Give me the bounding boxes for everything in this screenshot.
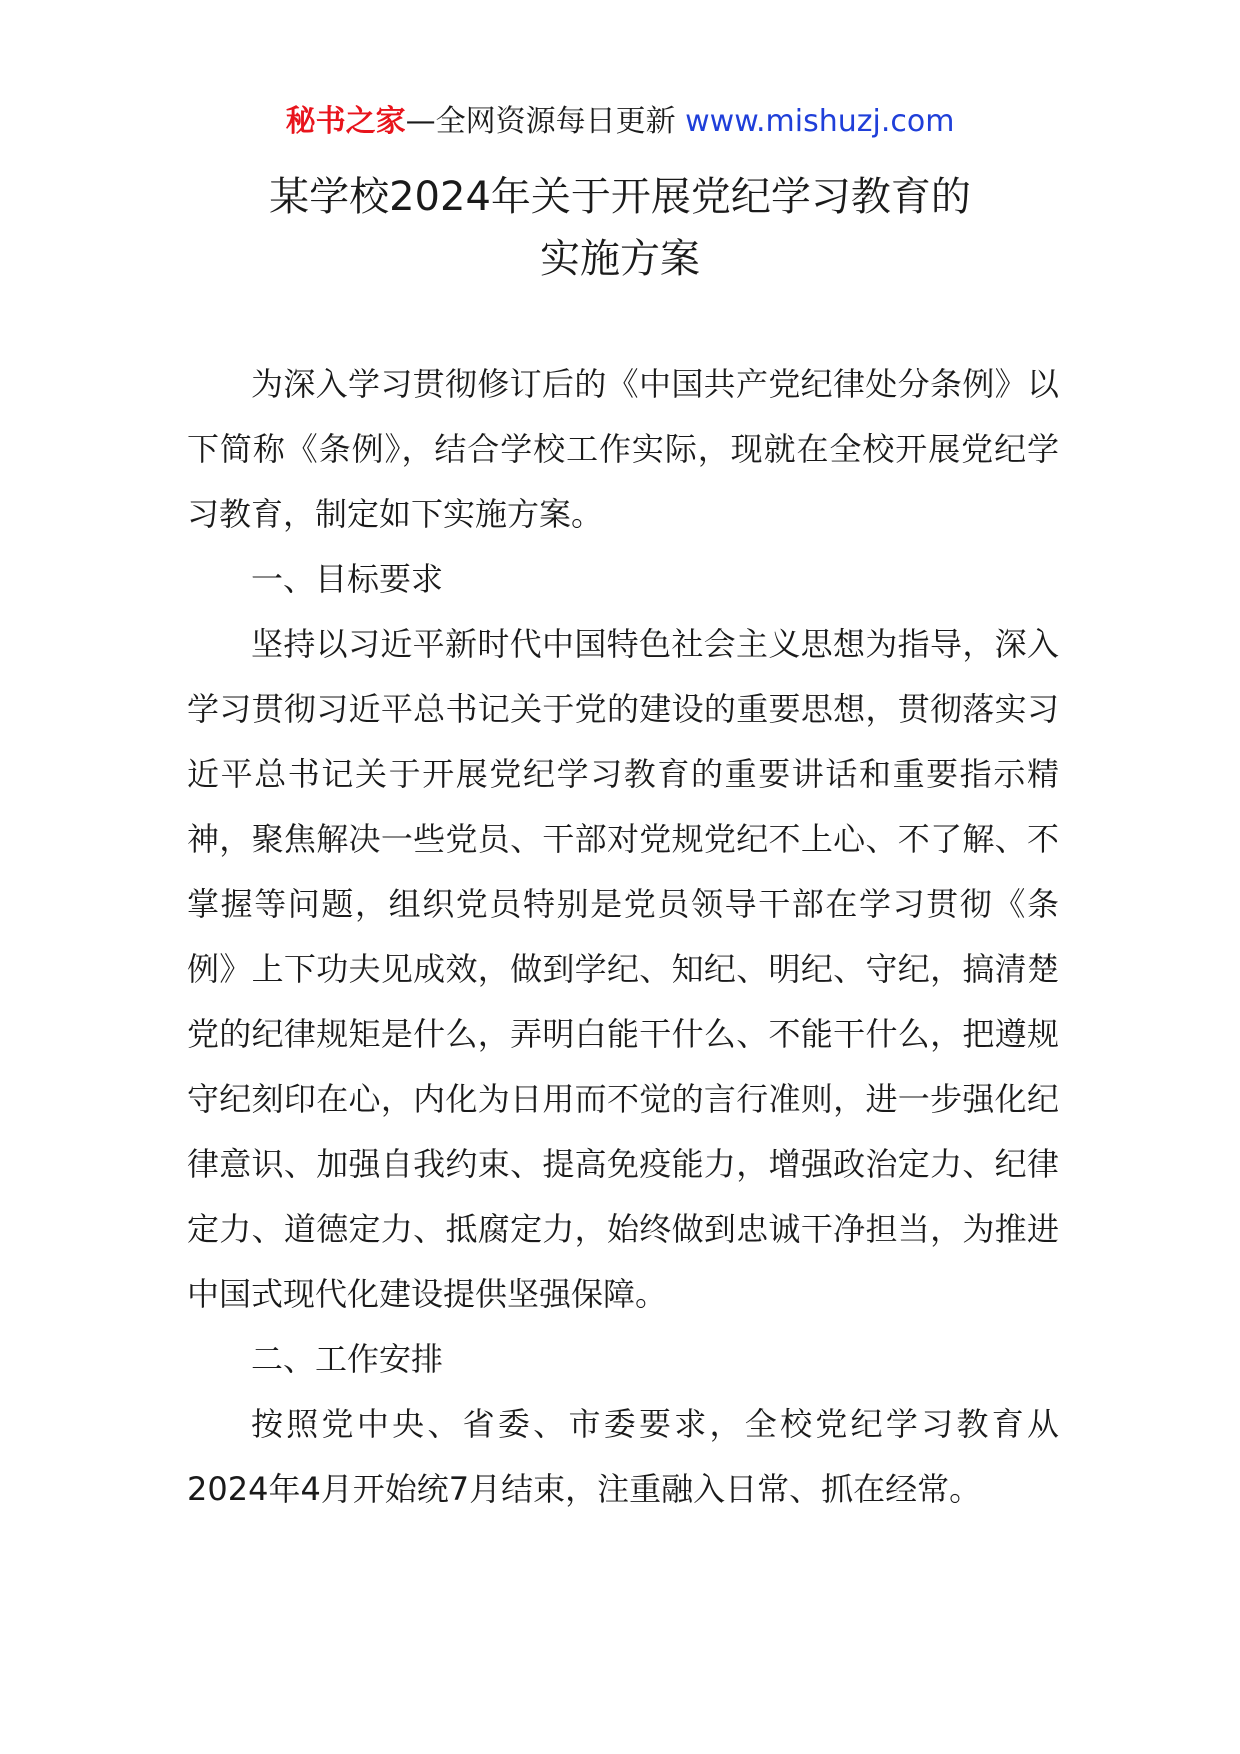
section-heading-arrangements: 二、工作安排	[251, 1340, 444, 1378]
arrangements-paragraph: 按照党中央、省委、市委要求，全校党纪学习教育从2024年4月开始统7月结束，注重融入日常、抓在经常。	[187, 1405, 1059, 1508]
site-brand: 秘书之家	[285, 104, 406, 139]
site-banner	[0, 102, 1240, 142]
document-body	[187, 352, 1059, 1522]
site-tagline: —全网资源每日更新	[405, 104, 676, 139]
goals-paragraph: 坚持以习近平新时代中国特色社会主义思想为指导，深入学习贯彻习近平总书记关于党的建设的重要思想，贯彻落实习近平总书记关于开展党纪学习教育的重要讲话和重要指示精神，聚焦解决一些党员、干部对党规党纪不上心、不了解、不掌握等问题，组织党员特别是党员领导干部在学习贯彻《条例》上下功夫见成效，做到学纪、知纪、明纪、守纪，搞清楚党的纪律规矩是什么，弄明白能干什么、不能干什么，把遵规守纪刻印在心，内化为日用而不觉的言行准则，进一步强化纪律意识、加强自我约束、提高免疫能力，增强政治定力、纪律定力、道德定力、抵腐定力，始终做到忠诚干净担当，为推进中国式现代化建设提供坚强保障。	[187, 625, 1059, 1313]
site-url-link[interactable]: www.mishuzj.com	[685, 104, 955, 139]
document-title	[0, 166, 1240, 290]
intro-paragraph: 为深入学习贯彻修订后的《中国共产党纪律处分条例》以下简称《条例》，结合学校工作实际，现就在全校开展党纪学习教育，制定如下实施方案。	[187, 365, 1059, 533]
document-title-line-2: 实施方案	[540, 236, 700, 282]
section-heading-goals: 一、目标要求	[251, 560, 444, 598]
document-title-line-1: 某学校2024年关于开展党纪学习教育的	[269, 174, 971, 220]
